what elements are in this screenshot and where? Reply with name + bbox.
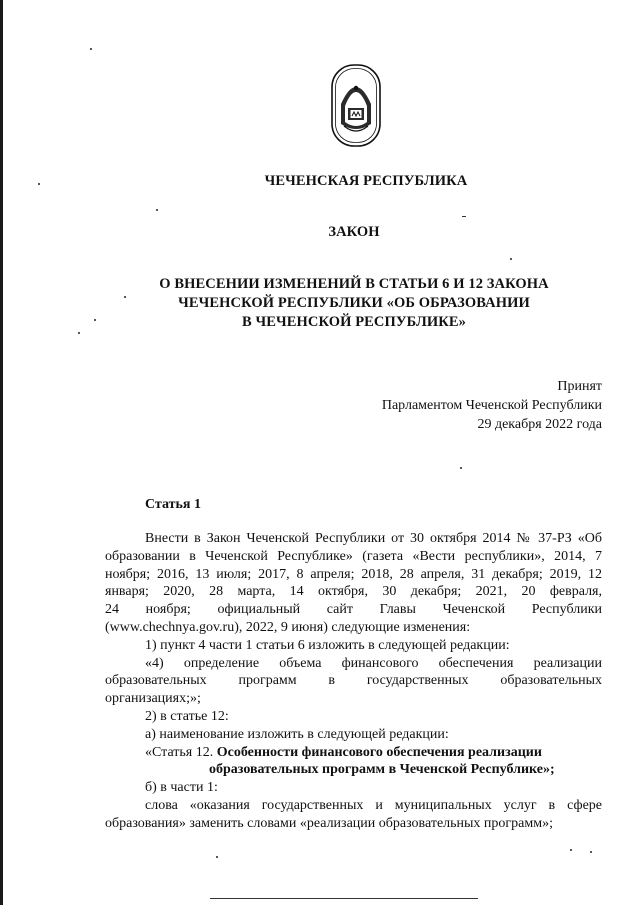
coat-of-arms-emblem xyxy=(331,64,381,147)
scan-edge xyxy=(0,0,3,905)
paragraph: «4) определение объема финансового обеспечения реализации xyxy=(145,655,602,671)
article-12-heading xyxy=(105,744,602,762)
scan-speck xyxy=(156,209,158,211)
republic-heading: ЧЕЧЕНСКАЯ РЕСПУБЛИКА xyxy=(264,173,468,189)
article-heading: Статья 1 xyxy=(145,497,201,512)
scan-speck xyxy=(570,849,572,851)
footer-rule xyxy=(210,898,478,899)
paragraph: (www.chechnya.gov.ru), 2022, 9 июня) следующие изменения: xyxy=(105,619,471,635)
paragraph: образовательных программ в государственных образовательных xyxy=(105,673,602,689)
scan-speck xyxy=(510,258,512,260)
scan-speck xyxy=(460,467,462,469)
scan-speck xyxy=(462,216,466,217)
law-title xyxy=(34,275,640,332)
article-12-prefix: «Статья 12. xyxy=(145,744,214,760)
scan-speck xyxy=(590,851,592,853)
scan-speck xyxy=(38,183,40,185)
adoption-date: 29 декабря 2022 года xyxy=(477,417,602,432)
law-title-line: В ЧЕЧЕНСКОЙ РЕСПУБЛИКЕ» xyxy=(242,314,466,330)
scan-speck xyxy=(216,856,218,858)
paragraph: слова «оказания государственных и муниципальных услуг в сфере образования» заменить словами «реализации образовательных программ»; xyxy=(105,797,602,831)
adoption-line: Парламентом Чеченской Республики xyxy=(381,398,602,413)
paragraph: 24 ноября; официальный сайт Главы Чеченской Республики xyxy=(105,602,602,618)
paragraph: организациях;»; xyxy=(105,691,201,707)
document-type-heading: ЗАКОН xyxy=(328,224,380,240)
scan-speck xyxy=(78,332,80,334)
paragraph: а) наименование изложить в следующей редакции: xyxy=(145,726,449,742)
adoption-block xyxy=(382,377,602,434)
scan-speck xyxy=(94,319,96,321)
paragraph: Внести в Закон Чеченской Республики от 30 октября 2014 № 37-РЗ «Об образовании в Чеченской Республике» (газета «Вести республики», 2014, 7 ноября; 2016, 13 июля; 2017, 8 апреля; 2018, 28 апреля, 31 декабря; 2019, 12 января; 2020, 28 марта, 14 октября, 30 декабря; 2021, 20 февраля, xyxy=(105,531,602,600)
law-title-line: ЧЕЧЕНСКОЙ РЕСПУБЛИКИ «ОБ ОБРАЗОВАНИИ xyxy=(178,295,530,311)
article-12-title: Особенности финансового обеспечения реализации xyxy=(216,744,542,760)
article-12-title-cont: образовательных программ в Чеченской Республике»; xyxy=(209,762,555,778)
paragraph: б) в части 1: xyxy=(145,780,218,796)
article-body xyxy=(105,530,602,833)
paragraph: 1) пункт 4 части 1 статьи 6 изложить в следующей редакции: xyxy=(145,637,510,653)
paragraph: 2) в статье 12: xyxy=(145,708,229,724)
adoption-line: Принят xyxy=(557,379,602,394)
scan-speck xyxy=(90,48,92,50)
law-title-line: О ВНЕСЕНИИ ИЗМЕНЕНИЙ В СТАТЬИ 6 И 12 ЗАКОНА xyxy=(159,276,549,292)
scan-speck xyxy=(124,296,126,298)
